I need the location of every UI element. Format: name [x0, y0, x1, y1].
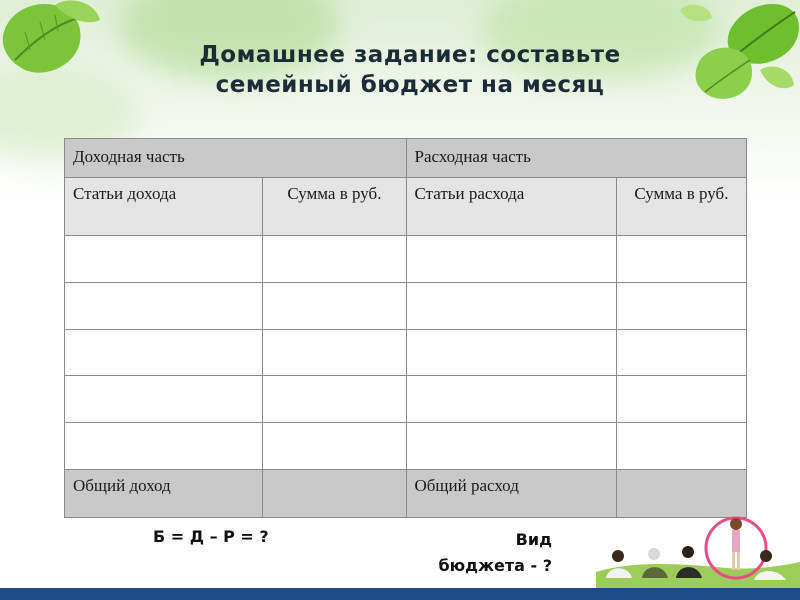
page-title [150, 40, 670, 100]
table-cell [616, 236, 746, 283]
income-items-header: Статьи дохода [65, 178, 263, 236]
leaf-decoration-left [0, 0, 110, 95]
income-header-cell: Доходная часть [65, 139, 407, 178]
table-cell [65, 236, 263, 283]
budget-type-question [418, 527, 552, 579]
total-income-value [263, 470, 406, 518]
budget-type-line-2: бюджета - ? [438, 556, 552, 575]
family-budget-table [64, 138, 747, 518]
table-cell [616, 376, 746, 423]
table-cell [263, 282, 406, 329]
table-cell [65, 376, 263, 423]
budget-formula: Б = Д – Р = ? [153, 527, 269, 546]
table-row [65, 329, 747, 376]
title-line-1: Домашнее задание: составьте [199, 42, 621, 68]
table-cell [406, 376, 616, 423]
footer-bar [0, 588, 800, 600]
table-cell [263, 329, 406, 376]
table-cell [616, 282, 746, 329]
table-cell [65, 329, 263, 376]
table-row [65, 376, 747, 423]
table-cell [263, 376, 406, 423]
title-line-2: семейный бюджет на месяц [215, 72, 605, 98]
table-cell [616, 329, 746, 376]
table-cell [406, 423, 616, 470]
table-cell [65, 423, 263, 470]
expense-items-header: Статьи расхода [406, 178, 616, 236]
table-cell [406, 282, 616, 329]
family-photo-image [596, 508, 800, 590]
table-cell [616, 423, 746, 470]
table-row [65, 423, 747, 470]
table-cell [406, 236, 616, 283]
table-cell [263, 423, 406, 470]
budget-type-line-1: Вид [515, 530, 552, 549]
table-section-header-row [65, 139, 747, 178]
leaf-decoration-right [660, 0, 800, 130]
table-row [65, 282, 747, 329]
table-cell [65, 282, 263, 329]
expense-sum-header: Сумма в руб. [616, 178, 746, 236]
table-row [65, 236, 747, 283]
table-cell [263, 236, 406, 283]
table-column-header-row [65, 178, 747, 236]
total-income-label: Общий доход [65, 470, 263, 518]
expense-header-cell: Расходная часть [406, 139, 747, 178]
table-cell [406, 329, 616, 376]
total-expense-label: Общий расход [406, 470, 616, 518]
income-sum-header: Сумма в руб. [263, 178, 406, 236]
